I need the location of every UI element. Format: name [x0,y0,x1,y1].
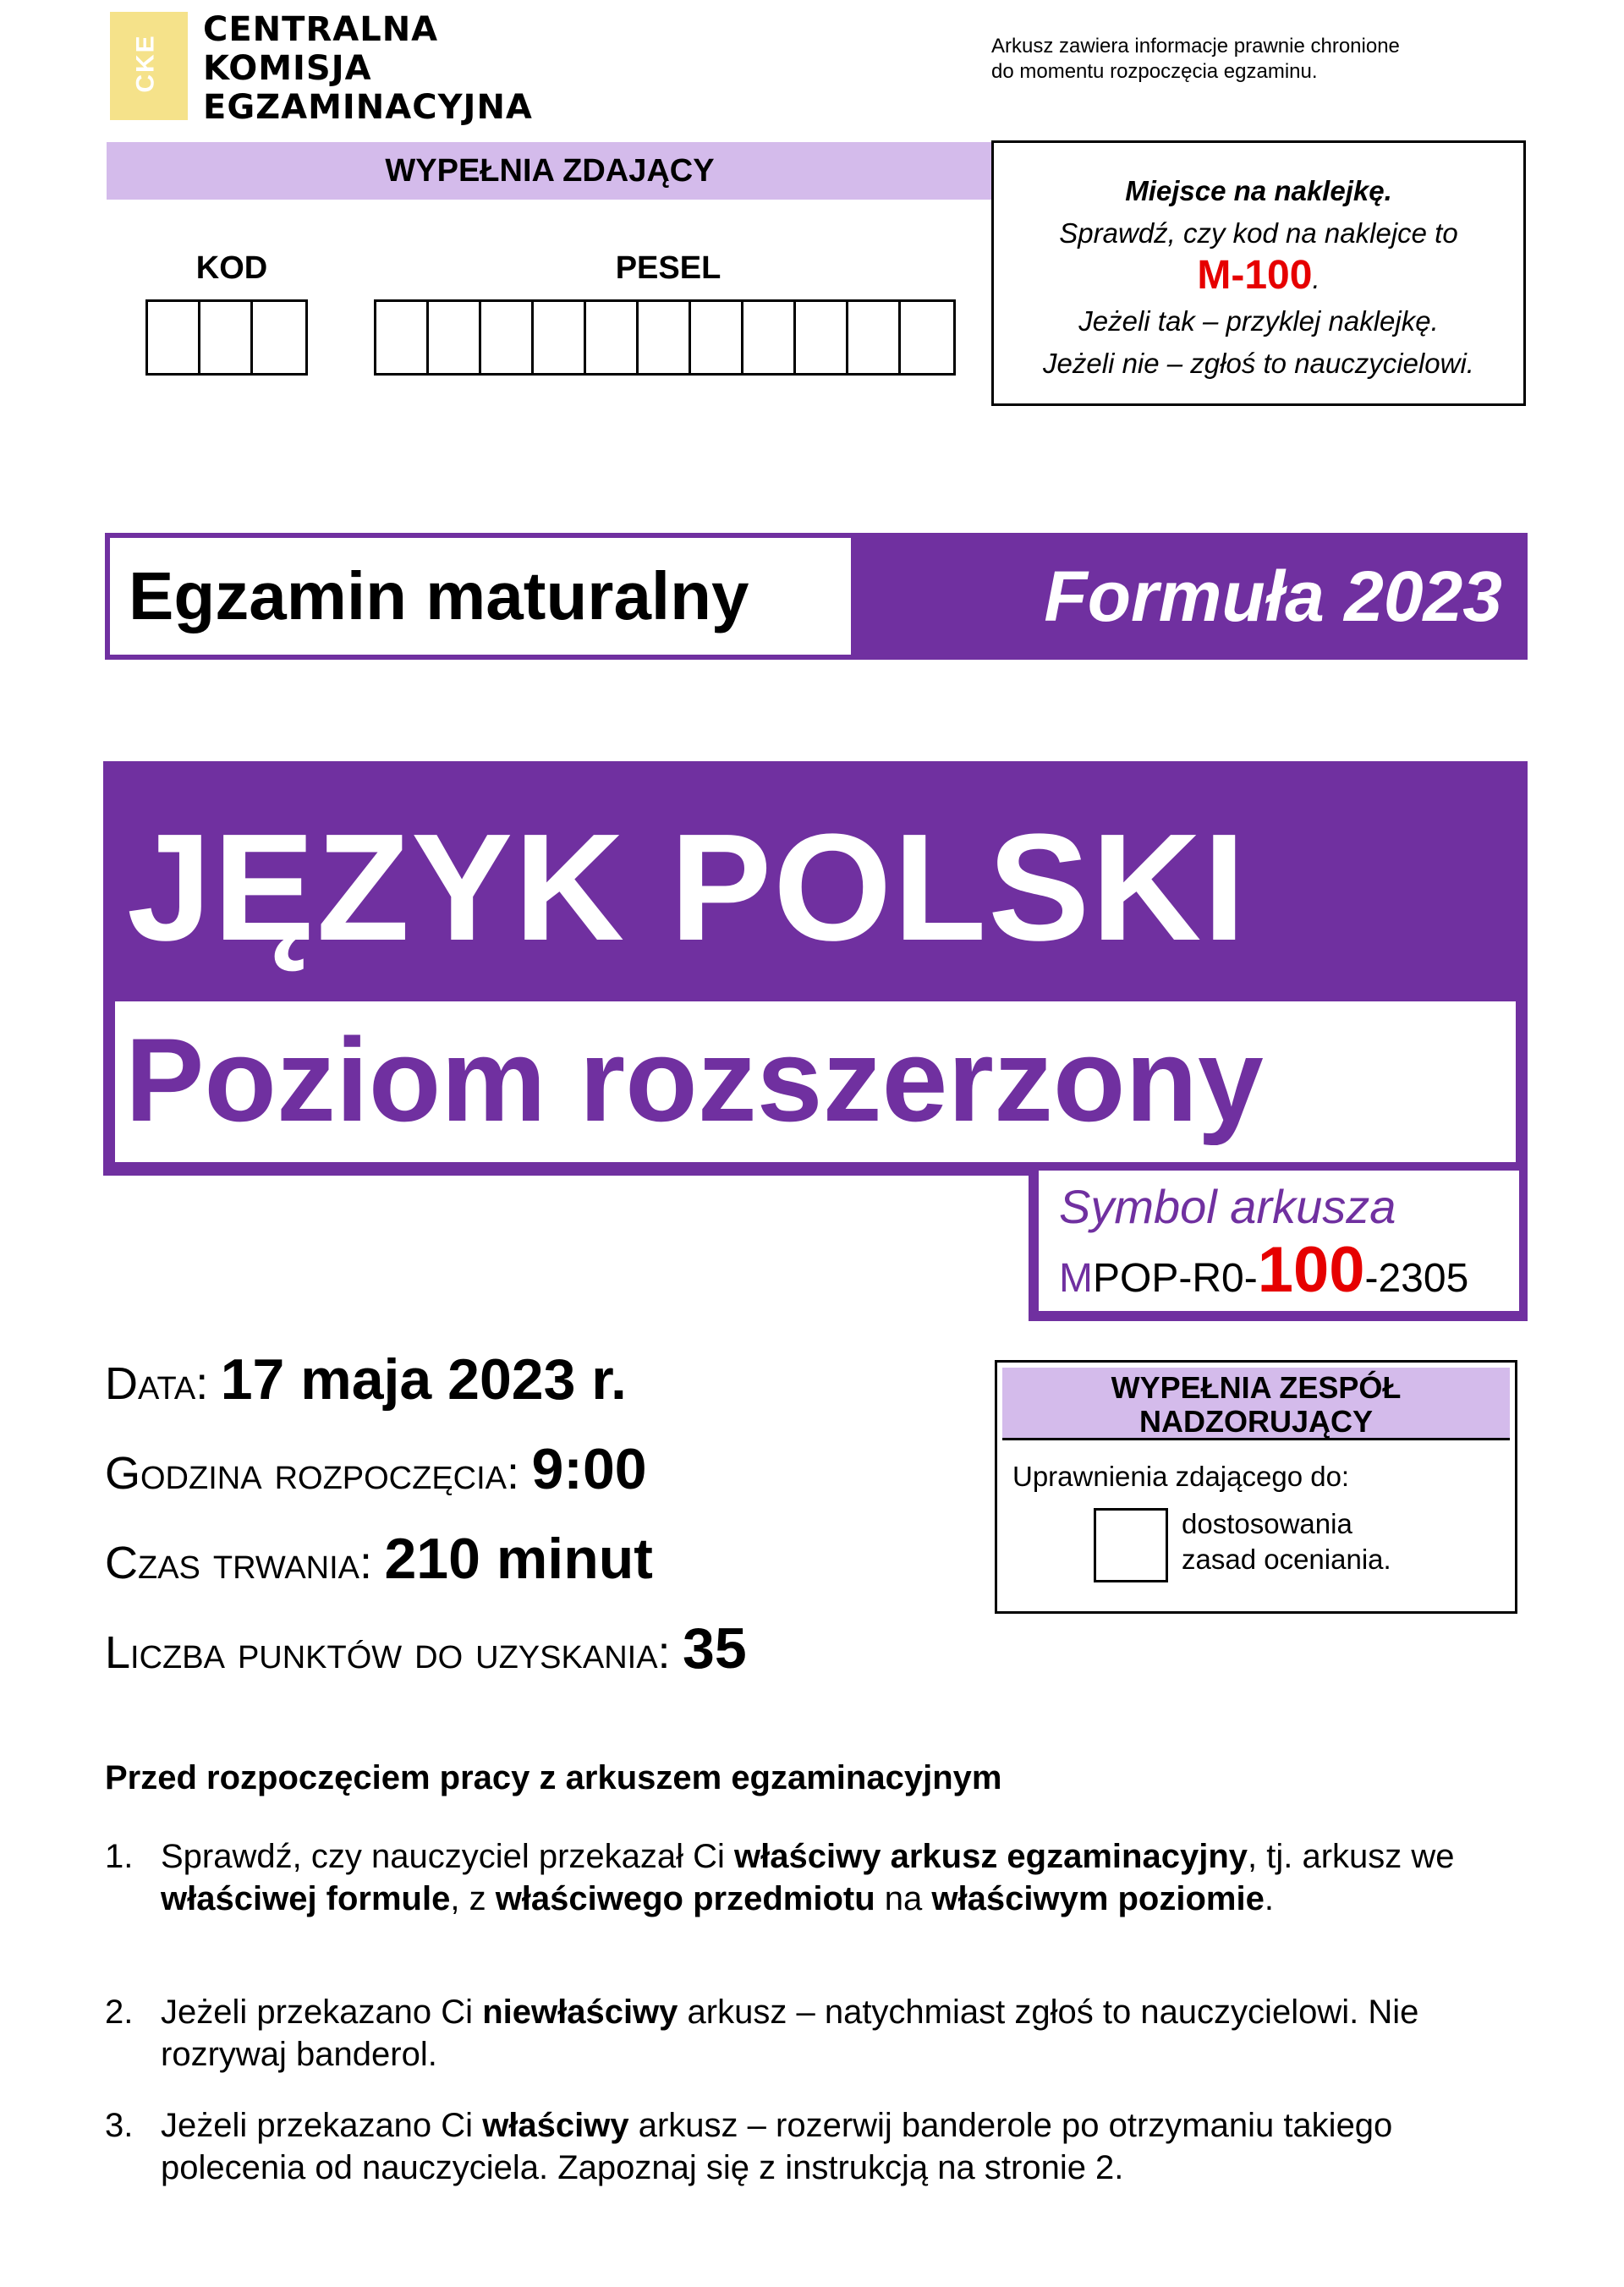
instruction-text [161,2104,1526,2189]
instruction-item [105,1835,1526,1920]
sheet-symbol-m: M [1059,1256,1093,1301]
instruction-text [161,1991,1526,2076]
instruction-fragment: , z [450,1880,496,1917]
scoring-adjustment-line: zasad oceniania. [1182,1544,1391,1575]
sheet-symbol-prefix: POP-R0- [1092,1256,1258,1301]
instruction-item [105,2104,1526,2189]
supervisor-rights-label: Uprawnienia zdającego do: [1012,1461,1350,1492]
kod-input-boxes[interactable] [145,299,308,376]
instruction-emphasis: właściwy arkusz egzaminacyjny [734,1838,1248,1875]
pesel-digit-cell[interactable] [534,302,586,373]
instruction-number: 2. [105,1994,134,2031]
sticker-if-yes: Jeżeli tak – przyklej naklejkę. [1078,305,1439,337]
supervisor-header [1002,1368,1510,1440]
instruction-fragment: , [1248,1838,1258,1875]
supervisor-header-line: NADZORUJĄCY [1138,1404,1373,1439]
instruction-emphasis: właściwej formule [161,1880,451,1917]
sheet-symbol-mid: 100 [1257,1234,1365,1306]
sheet-symbol-frame [1029,1171,1528,1321]
logo-mark-text: CKE [131,34,160,93]
confidentiality-line: Arkusz zawiera informacje prawnie chronione [991,35,1400,58]
sticker-code-line [994,255,1523,300]
scoring-adjustment-label [1182,1506,1469,1577]
instruction-emphasis: właściwy [482,2107,629,2144]
exam-points-value: 35 [683,1616,747,1681]
sheet-symbol-box [1039,1171,1519,1311]
instruction-item [105,1991,1526,2076]
pesel-digit-cell[interactable] [376,302,429,373]
instruction-fragment: tj. arkusz we [1257,1838,1455,1875]
pesel-digit-cell[interactable] [901,302,953,373]
institution-name-line: CENTRALNA [203,10,439,49]
exam-start-value: 9:00 [531,1437,647,1501]
institution-name-line: KOMISJA [203,49,372,88]
instructions-title: Przed rozpoczęciem pracy z arkuszem egzaminacyjnym [105,1759,1002,1796]
exam-start-time [105,1437,647,1504]
pesel-digit-cell[interactable] [691,302,743,373]
pesel-input-boxes[interactable] [374,299,956,376]
instruction-fragment: . [1264,1880,1274,1917]
sticker-if-no: Jeżeli nie – zgłoś to nauczycielowi. [1043,348,1474,379]
institution-name [203,10,533,127]
scoring-adjustment-checkbox[interactable] [1094,1508,1168,1582]
sheet-symbol-code [1059,1234,1469,1313]
supervisor-header-line: WYPEŁNIA ZESPÓŁ [1111,1370,1402,1405]
subject-block [103,761,1528,1176]
confidentiality-notice [991,34,1400,85]
exam-points-label: Liczba punktów do uzyskania: [105,1627,671,1678]
instruction-number: 1. [105,1838,134,1875]
candidate-fill-header: WYPEŁNIA ZDAJĄCY [107,142,993,200]
pesel-digit-cell[interactable] [796,302,848,373]
exam-formula: Formuła 2023 [1044,557,1502,636]
instruction-text [161,1835,1526,1920]
exam-start-label: Godzina rozpoczęcia: [105,1448,520,1499]
sheet-symbol-suffix: -2305 [1364,1256,1469,1301]
cke-logo-mark [110,12,188,120]
sticker-code: M-100 [1197,253,1313,298]
sticker-code-suffix: . [1312,263,1320,294]
scoring-adjustment-line: dostosowania [1182,1508,1352,1539]
sticker-check-text: Sprawdź, czy kod na naklejce to [1059,217,1458,249]
exam-duration-value: 210 minut [384,1527,653,1591]
instruction-emphasis: właściwym poziomie [931,1880,1265,1917]
exam-duration [105,1529,653,1593]
kod-digit-cell[interactable] [253,302,305,373]
exam-title: Egzamin maturalny [110,538,851,655]
pesel-digit-cell[interactable] [481,302,534,373]
exam-duration-label: Czas trwania: [105,1538,373,1588]
instruction-emphasis: właściwego przedmiotu [495,1880,875,1917]
instruction-number: 3. [105,2107,134,2144]
kod-digit-cell[interactable] [148,302,200,373]
confidentiality-line: do momentu rozpoczęcia egzaminu. [991,60,1318,83]
exam-date-label: Data: [105,1358,209,1409]
sticker-area [991,140,1526,406]
pesel-digit-cell[interactable] [848,302,901,373]
instruction-fragment: na [875,1880,932,1917]
kod-label: KOD [195,250,268,286]
pesel-label: PESEL [615,250,721,286]
pesel-digit-cell[interactable] [429,302,481,373]
pesel-digit-cell[interactable] [586,302,639,373]
sticker-title: Miejsce na naklejkę. [1125,175,1392,206]
instruction-fragment: arkusz – rozerwij banderole po otrzymaniu takiego polecenia od nauczyciela. Zapoznaj się z instrukcją na stronie 2. [161,2107,1393,2186]
instruction-fragment: Sprawdź, czy nauczyciel przekazał Ci [161,1838,735,1875]
kod-digit-cell[interactable] [200,302,253,373]
pesel-digit-cell[interactable] [639,302,691,373]
pesel-digit-cell[interactable] [743,302,796,373]
subject-level: Poziom rozszerzony [115,1001,1516,1162]
instruction-emphasis: niewłaściwy [482,1994,678,2031]
sheet-symbol-label: Symbol arkusza [1059,1180,1396,1233]
instruction-fragment: Jeżeli przekazano Ci [161,2107,483,2144]
instruction-fragment: Jeżeli przekazano Ci [161,1994,483,2031]
exam-banner [105,533,1528,660]
instruction-fragment: arkusz – natychmiast zgłoś to nauczycielowi. Nie rozrywaj banderol. [161,1994,1419,2073]
institution-name-line: EGZAMINACYJNA [203,88,533,127]
supervisor-box [995,1360,1517,1614]
exam-date [105,1347,627,1414]
subject-name: JĘZYK POLSKI [127,803,1248,973]
exam-date-value: 17 maja 2023 r. [220,1347,627,1412]
exam-points [105,1616,747,1683]
